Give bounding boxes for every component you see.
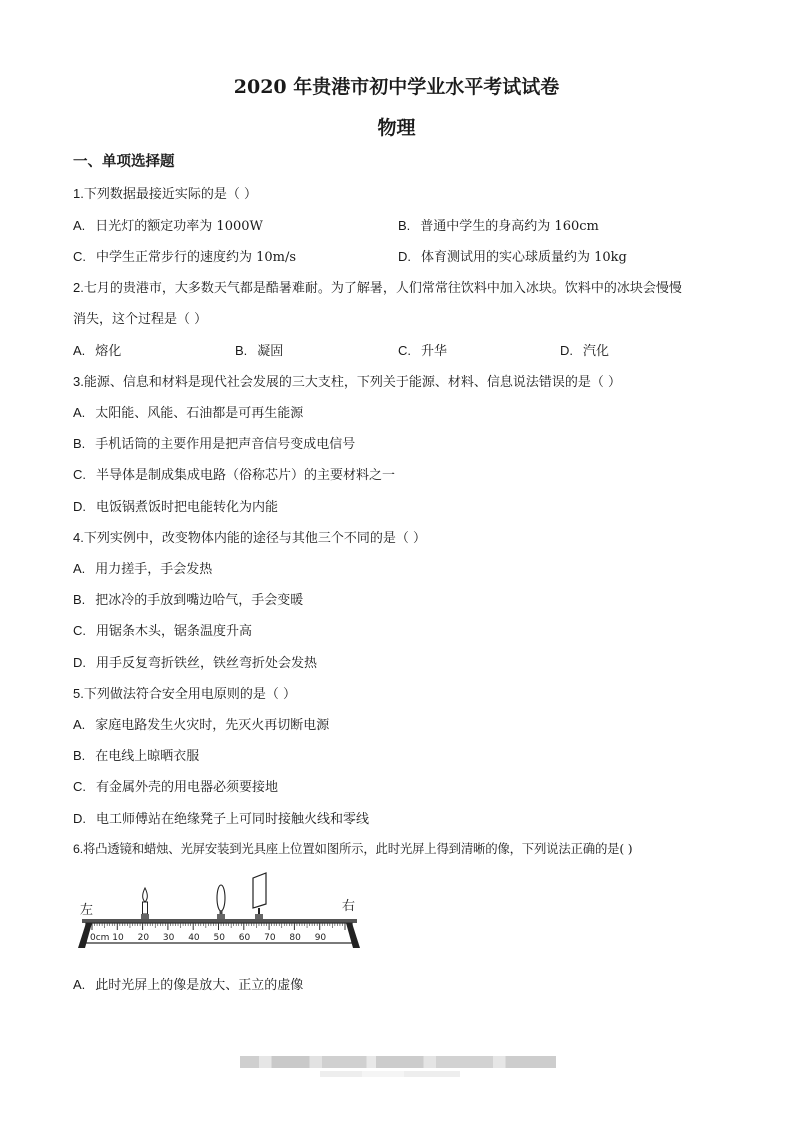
scale-tick-label: 20 xyxy=(137,933,150,943)
question-number: 2. xyxy=(73,280,84,295)
scale-tick-label: 80 xyxy=(289,933,301,943)
option-4a[interactable]: A. 用力搓手，手会发热 xyxy=(73,561,213,577)
option-1b[interactable]: B. 普通中学生的身高约为 160cm xyxy=(398,218,599,234)
question-stem: 将凸透镜和蜡烛、光屏安装到光具座上位置如图所示，此时光屏上得到清晰的像，下列说法正确的是( ) xyxy=(82,841,633,856)
section-heading: 一、单项选择题 xyxy=(73,153,175,170)
question-number: 3. xyxy=(73,374,84,389)
question-stem: 下列数据最接近实际的是（ ） xyxy=(83,187,257,202)
option-3d[interactable]: D. 电饭锅煮饭时把电能转化为内能 xyxy=(73,499,279,515)
option-4b[interactable]: B. 把冰冷的手放到嘴边哈气，手会变暖 xyxy=(73,592,304,608)
option-5c[interactable]: C. 有金属外壳的用电器必须要接地 xyxy=(73,779,279,795)
scale-tick-label: 40 xyxy=(188,933,200,943)
option-5d[interactable]: D. 电工师傅站在绝缘凳子上可同时接触火线和零线 xyxy=(73,811,370,827)
option-6a[interactable]: A. 此时光屏上的像是放大、正立的虚像 xyxy=(73,977,304,993)
option-4c[interactable]: C. 用锯条木头，锯条温度升高 xyxy=(73,623,253,639)
option-3b[interactable]: B. 手机话筒的主要作用是把声音信号变成电信号 xyxy=(73,436,356,452)
option-2a[interactable]: A. 熔化 xyxy=(73,343,122,359)
scale-tick-label: 0cm xyxy=(90,933,110,943)
question-stem: 七月的贵港市，大多数天气都是酷暑难耐。为了解暑，人们常常往饮料中加入冰块。饮料中的冰块会慢慢 xyxy=(83,281,682,296)
option-3a[interactable]: A. 太阳能、风能、石油都是可再生能源 xyxy=(73,405,304,421)
blurred-footer-sub xyxy=(320,1071,460,1077)
right-label: 右 xyxy=(342,899,356,914)
question-3 xyxy=(73,371,621,390)
option-1c[interactable]: C. 中学生正常步行的速度约为 10m/s xyxy=(73,249,297,265)
exam-title: 2020 年贵港市初中学业水平考试试卷 xyxy=(233,76,560,98)
scale-tick-label: 10 xyxy=(112,933,124,943)
option-2d[interactable]: D. 汽化 xyxy=(560,343,610,359)
option-5b[interactable]: B. 在电线上晾晒衣服 xyxy=(73,748,200,764)
question-2-continued: 消失，这个过程是（ ） xyxy=(73,312,208,327)
blurred-footer xyxy=(240,1056,556,1068)
exam-subject: 物理 xyxy=(377,117,416,139)
optical-bench-figure xyxy=(70,866,375,956)
question-number: 1. xyxy=(73,186,84,201)
scale-tick-label: 50 xyxy=(213,933,225,943)
option-5a[interactable]: A. 家庭电路发生火灾时，先灭火再切断电源 xyxy=(73,717,330,733)
candle xyxy=(141,888,149,919)
question-number: 6. xyxy=(73,842,83,856)
option-4d[interactable]: D. 用手反复弯折铁丝，铁丝弯折处会发热 xyxy=(73,655,318,671)
light-screen xyxy=(253,873,266,919)
option-3c[interactable]: C. 半导体是制成集成电路（俗称芯片）的主要材料之一 xyxy=(73,467,396,483)
question-stem: 能源、信息和材料是现代社会发展的三大支柱，下列关于能源、材料、信息说法错误的是（ ） xyxy=(83,375,621,390)
scale-tick-label: 90 xyxy=(314,933,327,943)
question-1 xyxy=(73,183,257,202)
question-stem: 下列实例中，改变物体内能的途径与其他三个不同的是（ ） xyxy=(83,531,426,546)
scale-tick-label: 60 xyxy=(238,933,251,943)
question-4 xyxy=(73,527,426,546)
question-2 xyxy=(73,277,682,296)
left-label: 左 xyxy=(80,903,94,918)
question-number: 4. xyxy=(73,530,84,545)
option-2c[interactable]: C. 升华 xyxy=(398,343,448,359)
question-number: 5. xyxy=(73,686,84,701)
scale-tick-label: 70 xyxy=(264,933,276,943)
question-stem: 下列做法符合安全用电原则的是（ ） xyxy=(83,687,296,702)
option-1d[interactable]: D. 体育测试用的实心球质量约为 10kg xyxy=(398,249,627,265)
scale-tick-label: 30 xyxy=(162,933,175,943)
question-5 xyxy=(73,683,296,702)
question-6 xyxy=(73,839,632,857)
convex-lens xyxy=(217,885,225,919)
option-2b[interactable]: B. 凝固 xyxy=(235,343,284,359)
option-1a[interactable]: A. 日光灯的额定功率为 1000W xyxy=(73,218,263,234)
